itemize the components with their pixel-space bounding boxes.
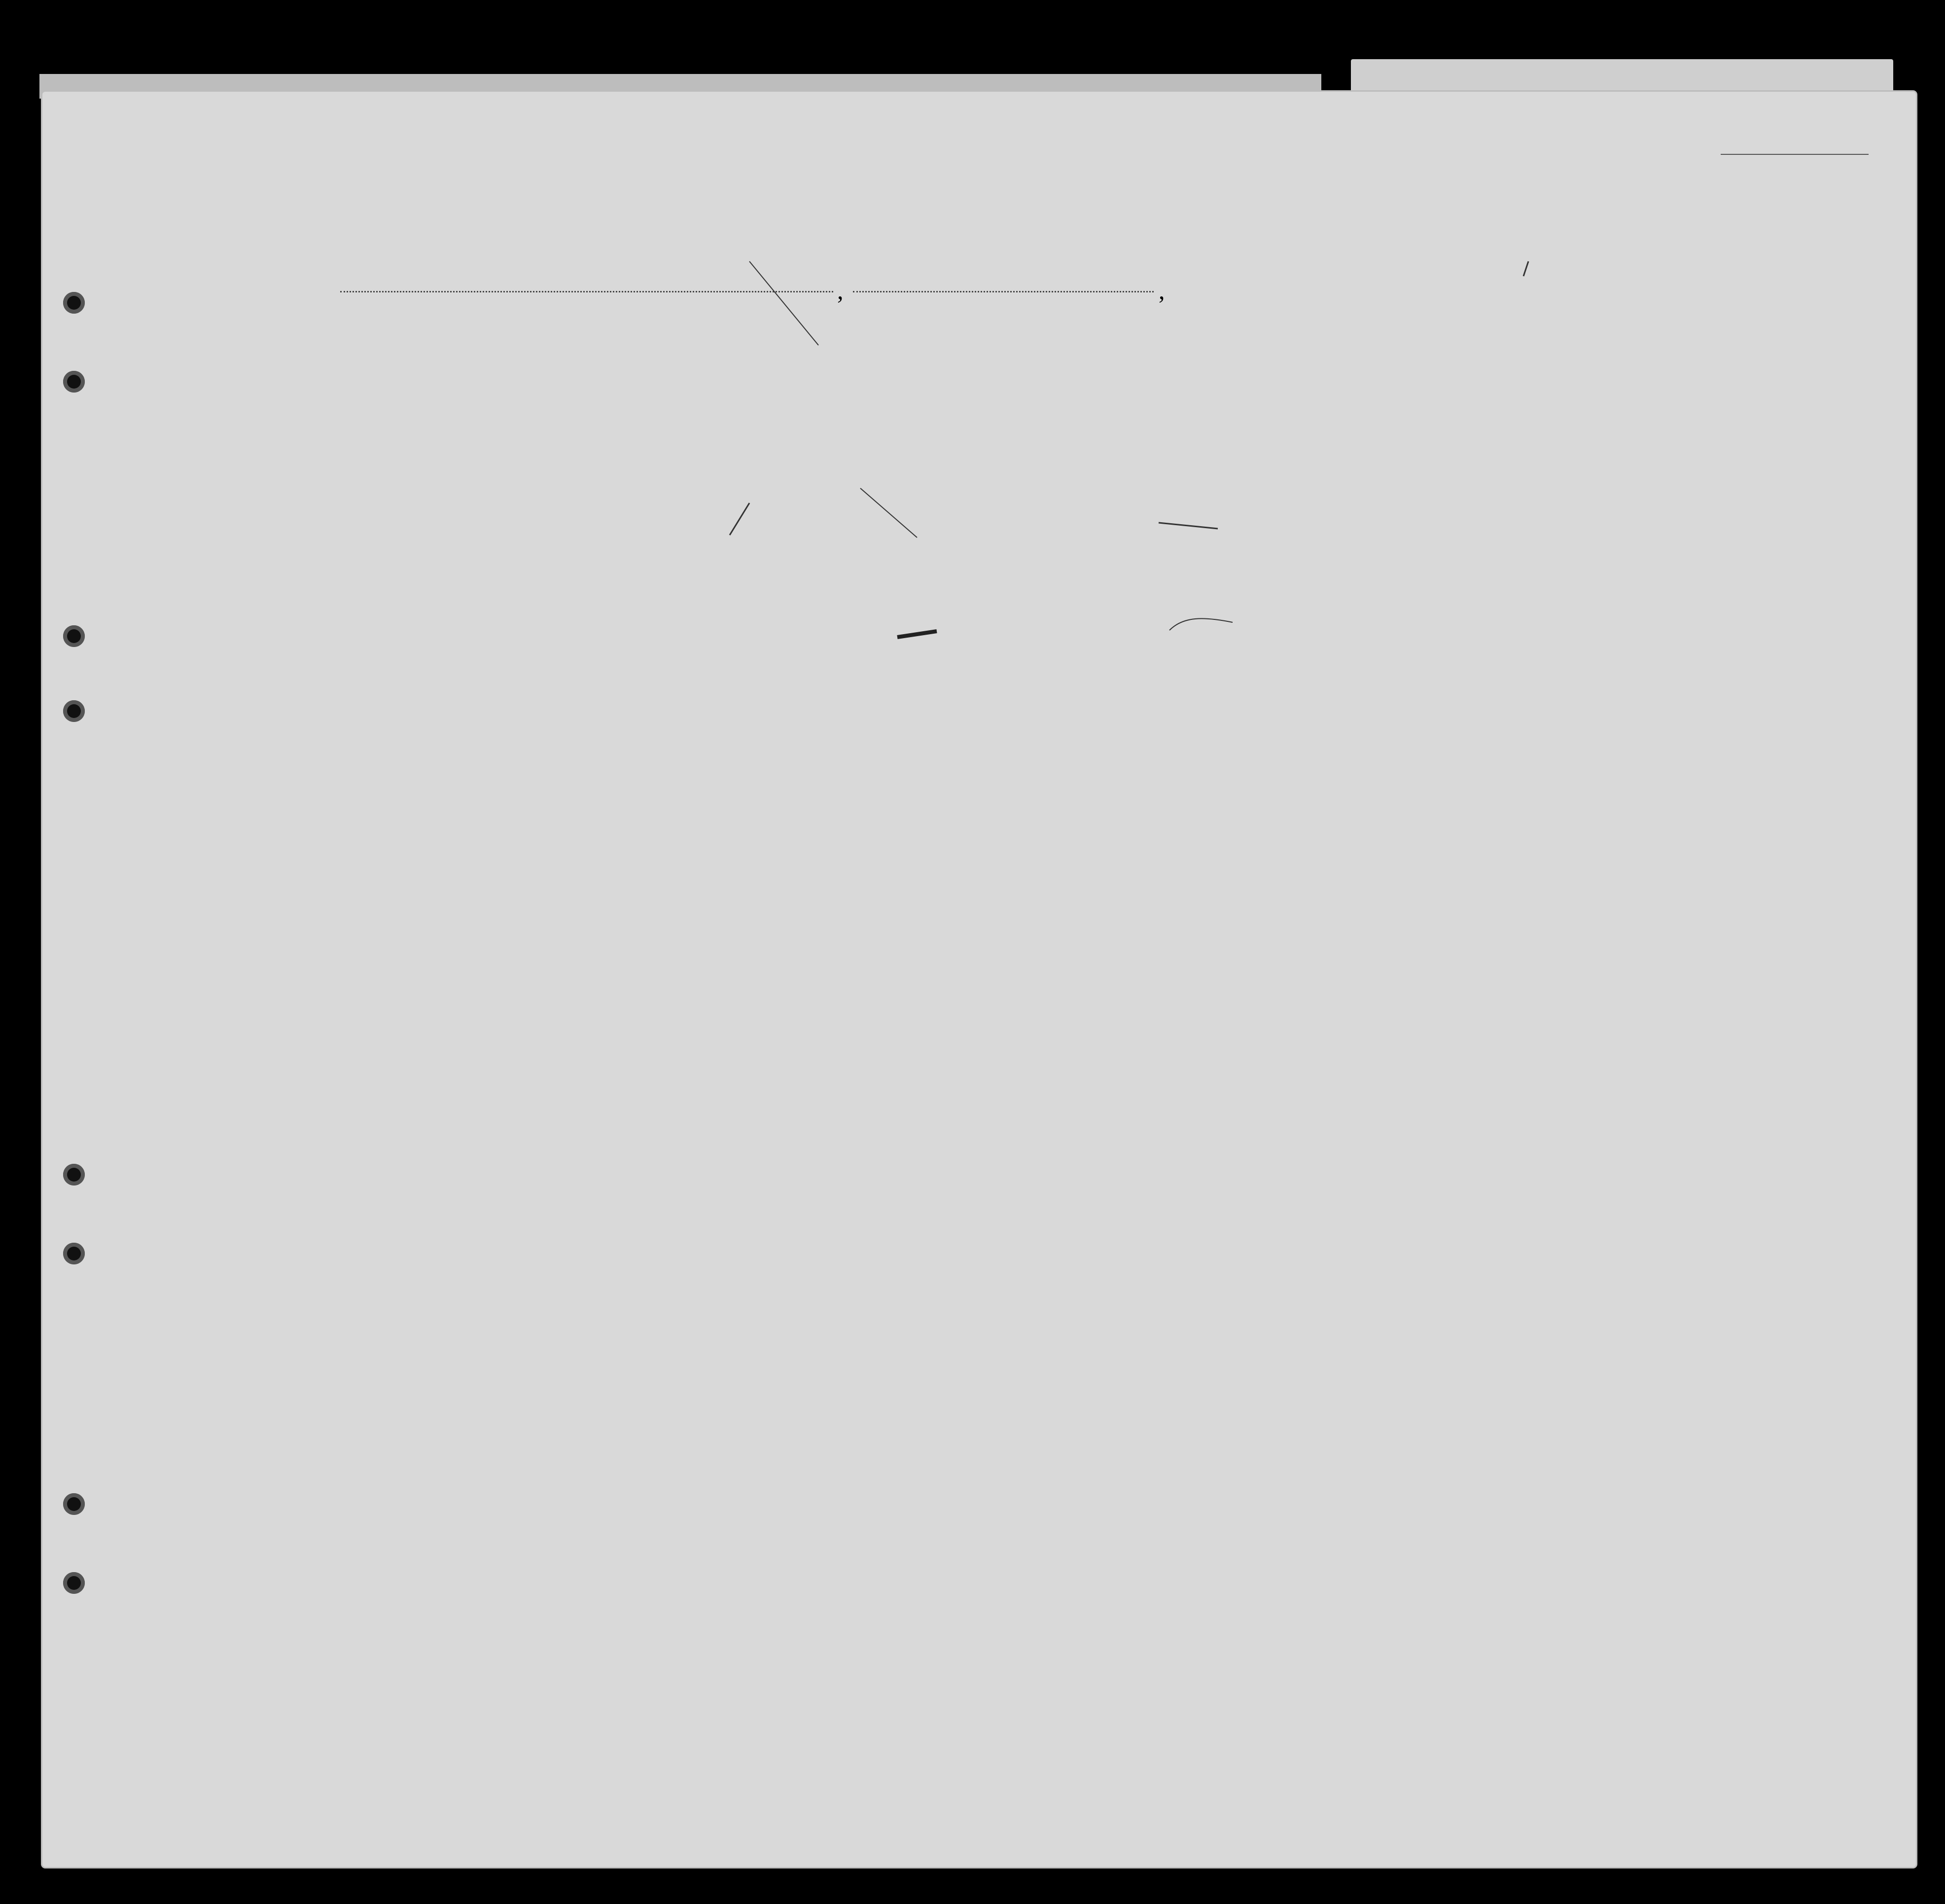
- comma: ,: [1159, 277, 1165, 304]
- comma: ,: [837, 277, 844, 304]
